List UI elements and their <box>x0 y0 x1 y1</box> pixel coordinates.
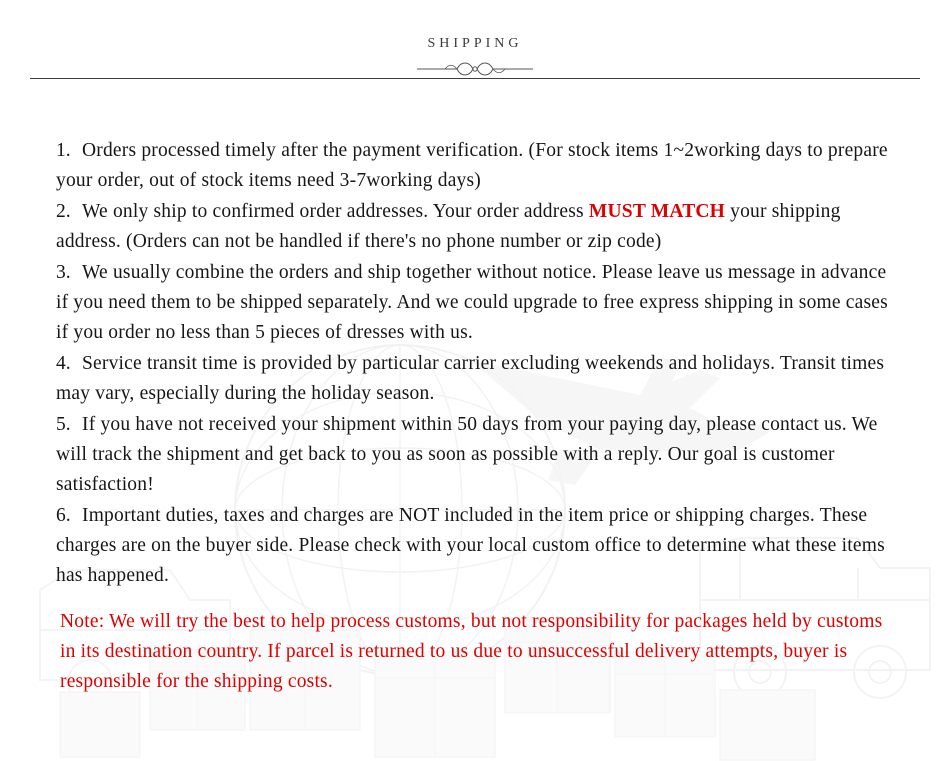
policy-item-number: 5. <box>56 414 71 435</box>
policy-item <box>56 258 902 348</box>
floral-divider-icon <box>415 58 535 80</box>
policy-item-text: If you have not received your shipment within 50 days from your paying day, please contact us. We will track the shipment and get back to you as soon as possible with a reply. Our goal is customer satisfaction! <box>56 414 878 495</box>
policy-item-text: Orders processed timely after the payment verification. (For stock items 1~2working days to prepare your order, out of stock items need 3-7working days) <box>56 140 888 191</box>
policy-item-number: 4. <box>56 353 71 374</box>
header-divider <box>30 78 920 79</box>
policy-item-number: 3. <box>56 262 71 283</box>
policy-item-text: Service transit time is provided by particular carrier excluding weekends and holidays. Transit times may vary, especially during the holiday season. <box>56 353 885 404</box>
policy-content <box>0 80 950 697</box>
policy-item-text: We only ship to confirmed order addresses. Your order address <box>82 201 589 222</box>
policy-item-highlight: MUST MATCH <box>588 201 726 222</box>
page-title: SHIPPING <box>427 36 523 51</box>
page-header <box>0 0 950 80</box>
policy-note: Note: We will try the best to help process customs, but not responsibility for packages held by customs in its destination country. If parcel is returned to us due to unsuccessful delivery attempts, buyer is responsible for the shipping costs. <box>60 611 883 692</box>
policy-item-text: Important duties, taxes and charges are NOT included in the item price or shipping charges. These charges are on the buyer side. Please check with your local custom office to determine what these items has happened. <box>56 505 885 586</box>
policy-item-number: 6. <box>56 505 71 526</box>
policy-item <box>56 136 902 196</box>
policy-item <box>56 349 902 409</box>
policy-item <box>56 501 902 591</box>
policy-item <box>56 410 902 500</box>
policy-item-text-after: your shipping address. (Orders can not be handled if there's no phone number or zip code) <box>56 201 841 252</box>
policy-item <box>56 197 902 257</box>
policy-item-number: 2. <box>56 201 71 222</box>
policy-item-number: 1. <box>56 140 71 161</box>
policy-item-text: We usually combine the orders and ship together without notice. Please leave us message in advance if you need them to be shipped separately. And we could upgrade to free express shipping in some cases if you order no less than 5 pieces of dresses with us. <box>56 262 888 343</box>
